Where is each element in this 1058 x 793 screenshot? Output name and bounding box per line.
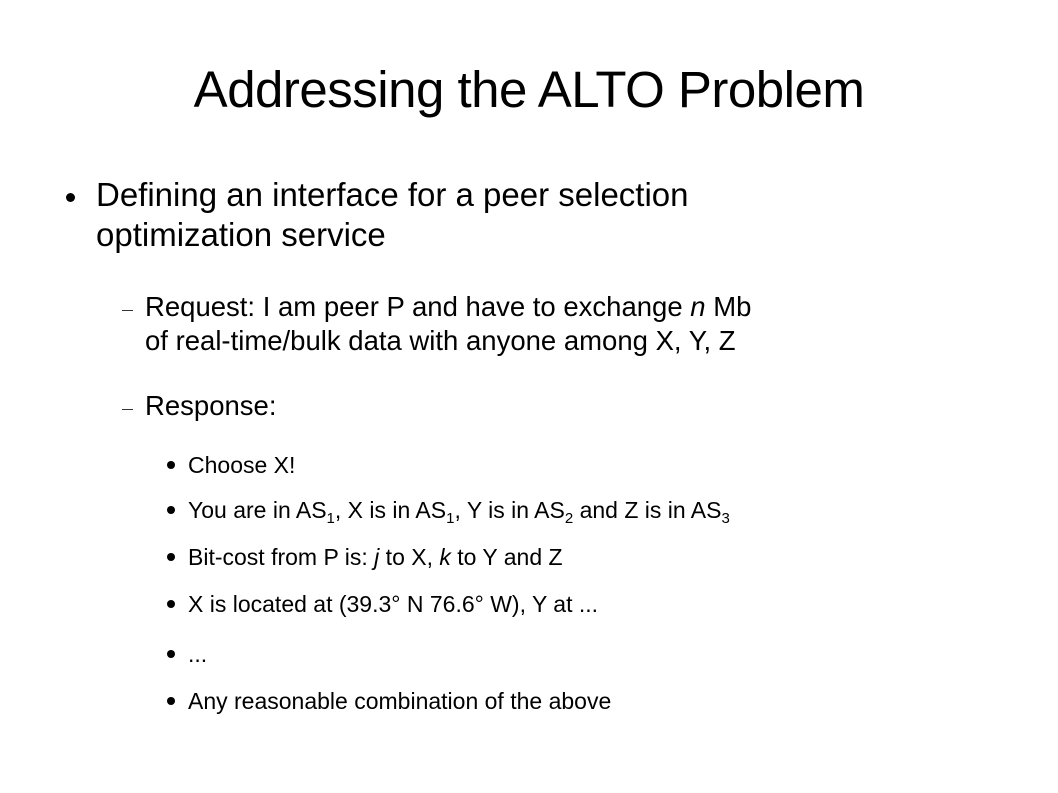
request-text-a: Request: I am peer P and have to exchange <box>145 291 691 322</box>
bullet-interface-line2: optimization service <box>96 216 386 253</box>
bitcost-text-2: to X, <box>379 544 440 570</box>
item-located: X is located at (39.3° N 76.6° W), Y at ... <box>188 591 599 617</box>
dash-bullet <box>122 409 133 410</box>
bullet-dot <box>167 553 175 561</box>
item-as <box>188 495 1028 525</box>
as-sub-2: 1 <box>446 510 455 527</box>
bullet-dot <box>167 650 175 658</box>
item-combination: Any reasonable combination of the above <box>188 688 612 714</box>
bullet-dot <box>167 506 175 514</box>
as-sub-1: 1 <box>326 510 335 527</box>
slide-title: Addressing the ALTO Problem <box>193 61 865 118</box>
request-text-c: of real-time/bulk data with anyone among X, Y, Z <box>145 325 736 356</box>
request-n: n <box>690 291 706 322</box>
dash-bullet <box>122 310 133 311</box>
bitcost-text-3: to Y and Z <box>450 544 563 570</box>
as-text-1: You are in AS <box>188 497 327 523</box>
bullet-dot <box>167 697 175 705</box>
item-bitcost <box>188 542 1028 572</box>
as-text-3: , Y is in AS <box>454 497 565 523</box>
bullet-dot <box>167 461 175 469</box>
bitcost-text-1: Bit-cost from P is: <box>188 544 375 570</box>
as-text-2: , X is in AS <box>334 497 447 523</box>
bullet-interface-line1: Defining an interface for a peer selection <box>96 176 689 213</box>
bitcost-j: j <box>374 544 380 570</box>
bullet-dot <box>167 600 175 608</box>
request-text-b: Mb <box>705 291 752 322</box>
bitcost-k: k <box>439 544 451 570</box>
bullet-interface <box>96 175 996 255</box>
as-sub-4: 3 <box>721 510 730 527</box>
bullet-dot <box>66 193 75 202</box>
as-sub-3: 2 <box>564 510 574 527</box>
item-ellipsis: ... <box>188 641 208 667</box>
item-choose: Choose X! <box>188 452 296 478</box>
sub-bullet-request <box>145 290 1025 358</box>
as-text-4: and Z is in AS <box>573 497 722 523</box>
sub-bullet-response: Response: <box>145 390 277 421</box>
